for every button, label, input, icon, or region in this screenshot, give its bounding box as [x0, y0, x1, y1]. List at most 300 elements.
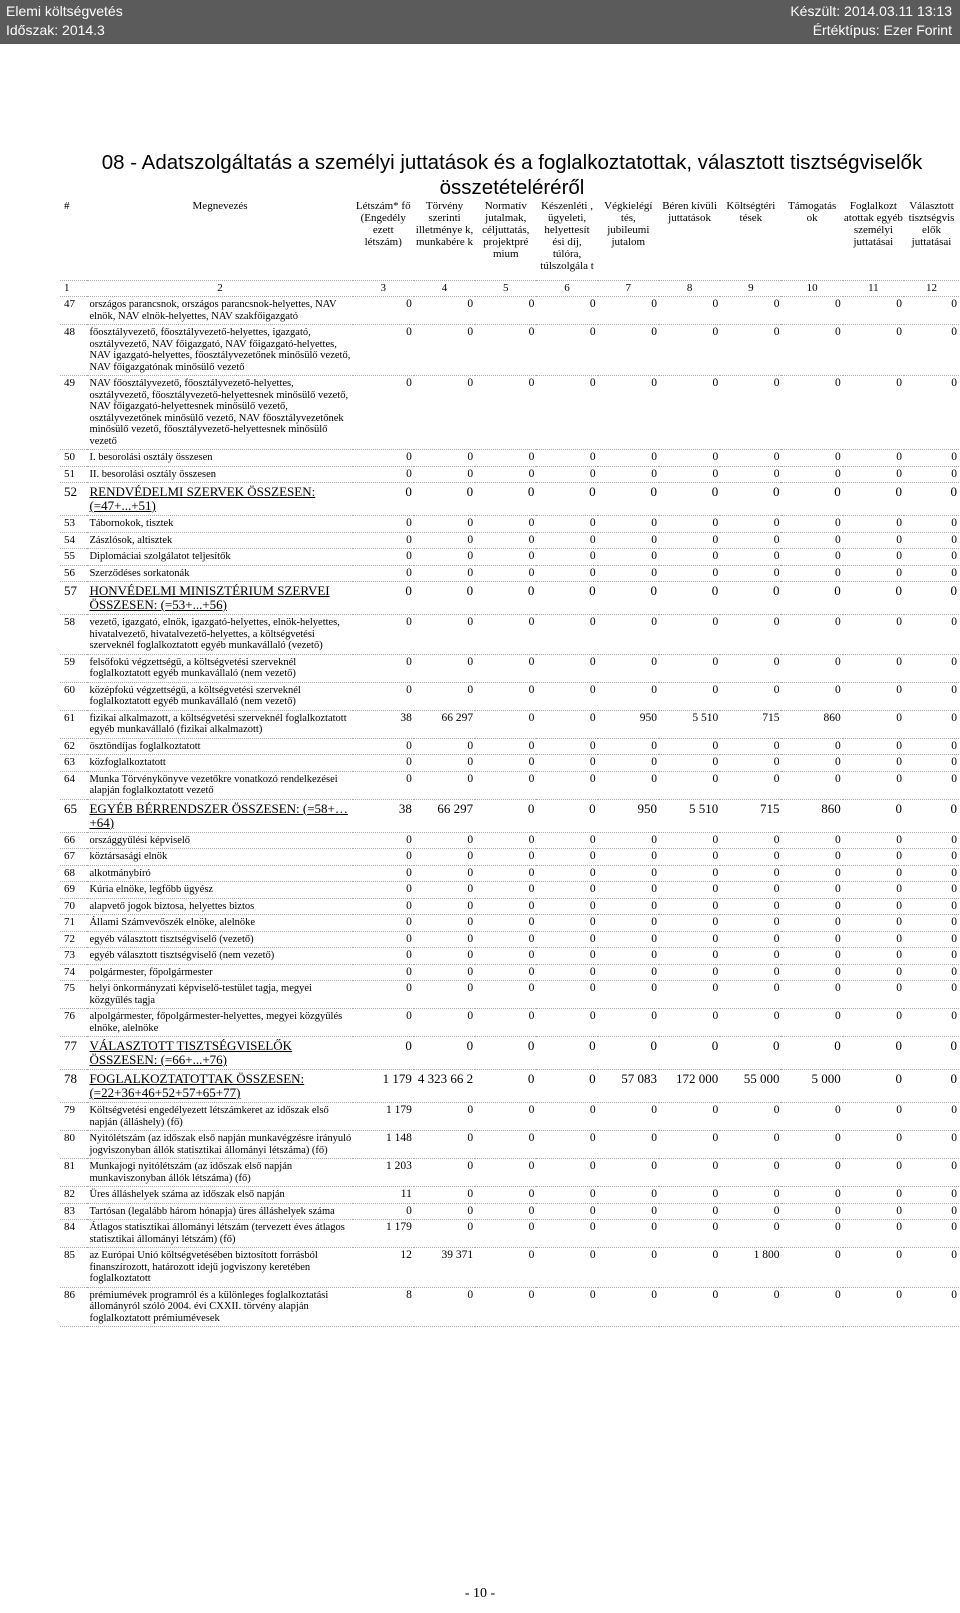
row-number: 70	[60, 898, 87, 915]
cell-value: 5 510	[659, 710, 720, 738]
cell-value: 0	[843, 865, 904, 882]
cell-value: 0	[843, 325, 904, 376]
cell-value: 0	[720, 865, 781, 882]
cell-value: 0	[720, 832, 781, 849]
cell-value: 0	[414, 516, 475, 533]
cell-value: 0	[843, 1131, 904, 1159]
cell-value: 0	[843, 771, 904, 799]
cell-value: 0	[353, 832, 414, 849]
cell-value: 0	[353, 931, 414, 948]
cell-value: 0	[904, 1009, 959, 1037]
cell-value: 0	[414, 738, 475, 755]
cell-value: 1 179	[353, 1070, 414, 1103]
row-number: 76	[60, 1009, 87, 1037]
cell-value: 0	[781, 865, 842, 882]
cell-value: 0	[720, 1287, 781, 1327]
cell-value: 4 323 66 2	[414, 1070, 475, 1103]
cell-value: 0	[904, 738, 959, 755]
cell-value: 0	[536, 1103, 597, 1131]
cell-value: 0	[414, 1037, 475, 1070]
table-row	[60, 325, 959, 376]
cell-value: 0	[720, 376, 781, 450]
cell-value: 0	[720, 981, 781, 1009]
cell-value: 0	[353, 615, 414, 655]
cell-value: 0	[536, 1159, 597, 1187]
cell-value: 55 000	[720, 1070, 781, 1103]
cell-value: 0	[659, 882, 720, 899]
cell-value: 0	[475, 1070, 536, 1103]
cell-value: 0	[781, 1009, 842, 1037]
cell-value: 0	[904, 771, 959, 799]
cell-value: 0	[353, 565, 414, 582]
cell-value: 0	[475, 882, 536, 899]
cell-value: 0	[720, 450, 781, 467]
table-row	[60, 882, 959, 899]
cell-value: 0	[598, 549, 659, 566]
cell-value: 0	[659, 1037, 720, 1070]
cell-value: 0	[414, 654, 475, 682]
cell-value: 0	[536, 1009, 597, 1037]
cell-value: 0	[536, 450, 597, 467]
cell-value: 0	[781, 898, 842, 915]
cell-value: 0	[843, 1187, 904, 1204]
cell-value: 0	[598, 466, 659, 483]
cell-value: 0	[536, 710, 597, 738]
cell-value: 0	[659, 1159, 720, 1187]
table-row	[60, 1187, 959, 1204]
table-row	[60, 582, 959, 615]
row-label: Tartósan (legalább három hónapja) üres álláshelyek száma	[87, 1203, 352, 1220]
cell-value: 0	[781, 549, 842, 566]
cell-value: 0	[659, 898, 720, 915]
cell-value: 0	[536, 1248, 597, 1288]
cell-value: 0	[414, 964, 475, 981]
cell-value: 0	[353, 532, 414, 549]
cell-value: 0	[781, 654, 842, 682]
cell-value: 0	[659, 865, 720, 882]
cell-value: 0	[781, 450, 842, 467]
cell-value: 0	[720, 466, 781, 483]
cell-value: 0	[659, 483, 720, 516]
cell-value: 0	[843, 450, 904, 467]
cell-value: 0	[475, 832, 536, 849]
cell-value: 0	[598, 532, 659, 549]
cell-value: 0	[781, 1203, 842, 1220]
cell-value: 0	[781, 771, 842, 799]
cell-value: 0	[781, 738, 842, 755]
col-number: 12	[904, 280, 959, 297]
cell-value: 0	[475, 1248, 536, 1288]
col-hash: #	[60, 198, 87, 280]
cell-value: 0	[414, 1009, 475, 1037]
cell-value: 0	[598, 1287, 659, 1327]
row-number: 62	[60, 738, 87, 755]
cell-value: 0	[536, 771, 597, 799]
cell-value: 0	[659, 1103, 720, 1131]
cell-value: 0	[904, 582, 959, 615]
col-number: 3	[353, 280, 414, 297]
cell-value: 0	[904, 1220, 959, 1248]
col-number: 5	[475, 280, 536, 297]
row-number: 64	[60, 771, 87, 799]
table-row	[60, 682, 959, 710]
cell-value: 8	[353, 1287, 414, 1327]
cell-value: 57 083	[598, 1070, 659, 1103]
cell-value: 0	[598, 771, 659, 799]
cell-value: 0	[720, 898, 781, 915]
cell-value: 0	[536, 882, 597, 899]
row-label: országos parancsnok, országos parancsnok-helyettes, NAV elnök, NAV elnök-helyettes, NAV szakfőigazgató	[87, 297, 352, 325]
cell-value: 0	[720, 931, 781, 948]
cell-value: 0	[353, 376, 414, 450]
table-row	[60, 1159, 959, 1187]
cell-value: 0	[904, 931, 959, 948]
cell-value: 0	[781, 1037, 842, 1070]
cell-value: 0	[353, 1037, 414, 1070]
row-label: országgyűlési képviselő	[87, 832, 352, 849]
cell-value: 0	[720, 1037, 781, 1070]
cell-value: 0	[904, 516, 959, 533]
cell-value: 0	[659, 849, 720, 866]
cell-value: 0	[536, 915, 597, 932]
cell-value: 0	[720, 1009, 781, 1037]
cell-value: 0	[414, 1159, 475, 1187]
table-row	[60, 865, 959, 882]
cell-value: 0	[720, 1159, 781, 1187]
row-label: HONVÉDELMI MINISZTÉRIUM SZERVEI ÖSSZESEN: (=53+...+56)	[87, 582, 352, 615]
cell-value: 0	[414, 549, 475, 566]
cell-value: 0	[781, 981, 842, 1009]
row-label: Munka Törvénykönyve vezetőkre vonatkozó rendelkezései alapján foglalkoztatott vezető	[87, 771, 352, 799]
cell-value: 0	[353, 297, 414, 325]
cell-value: 0	[598, 654, 659, 682]
report-name: Elemi költségvetés	[6, 3, 123, 19]
cell-value: 0	[720, 738, 781, 755]
row-number: 60	[60, 682, 87, 710]
cell-value: 0	[720, 849, 781, 866]
cell-value: 0	[843, 1103, 904, 1131]
cell-value: 0	[598, 1131, 659, 1159]
cell-value: 0	[904, 1203, 959, 1220]
row-number: 79	[60, 1103, 87, 1131]
col-number: 9	[720, 280, 781, 297]
cell-value: 0	[353, 582, 414, 615]
cell-value: 0	[904, 682, 959, 710]
cell-value: 0	[843, 1159, 904, 1187]
cell-value: 0	[843, 549, 904, 566]
cell-value: 0	[475, 1037, 536, 1070]
cell-value: 0	[904, 755, 959, 772]
cell-value: 0	[659, 565, 720, 582]
cell-value: 0	[475, 582, 536, 615]
cell-value: 0	[659, 1187, 720, 1204]
table-row	[60, 549, 959, 566]
cell-value: 0	[475, 849, 536, 866]
cell-value: 0	[598, 898, 659, 915]
cell-value: 0	[781, 1248, 842, 1288]
row-number: 57	[60, 582, 87, 615]
cell-value: 0	[720, 549, 781, 566]
table-row	[60, 1009, 959, 1037]
cell-value: 0	[475, 483, 536, 516]
cell-value: 0	[536, 297, 597, 325]
cell-value: 0	[598, 376, 659, 450]
cell-value: 0	[720, 565, 781, 582]
cell-value: 860	[781, 799, 842, 832]
cell-value: 0	[843, 832, 904, 849]
row-label: vezető, igazgató, elnök, igazgató-helyettes, elnök-helyettes, hivatalvezető, hivatalvezető-helyettes, a költségvetési szerveknél foglalkoztatott egyéb munkavállaló (vezető)	[87, 615, 352, 655]
cell-value: 0	[781, 532, 842, 549]
cell-value: 0	[475, 466, 536, 483]
cell-value: 0	[475, 915, 536, 932]
cell-value: 0	[843, 376, 904, 450]
cell-value: 0	[414, 1187, 475, 1204]
cell-value: 0	[475, 532, 536, 549]
cell-value: 0	[781, 466, 842, 483]
cell-value: 0	[353, 981, 414, 1009]
cell-value: 0	[353, 450, 414, 467]
cell-value: 0	[659, 615, 720, 655]
cell-value: 0	[598, 582, 659, 615]
cell-value: 0	[659, 832, 720, 849]
table-row	[60, 1131, 959, 1159]
cell-value: 0	[353, 771, 414, 799]
table-row	[60, 1070, 959, 1103]
cell-value: 0	[414, 755, 475, 772]
row-number: 51	[60, 466, 87, 483]
cell-value: 0	[843, 1203, 904, 1220]
cell-value: 0	[904, 1187, 959, 1204]
cell-value: 0	[720, 771, 781, 799]
cell-value: 0	[720, 755, 781, 772]
cell-value: 0	[475, 654, 536, 682]
col-headcount: Létszám* fő (Engedély ezett létszám)	[353, 198, 414, 280]
cell-value: 0	[353, 483, 414, 516]
row-label: Nyitólétszám (az időszak első napján munkavégzésre irányuló jogviszonyban állók statisztikai állományi létszáma) (fő)	[87, 1131, 352, 1159]
cell-value: 0	[598, 865, 659, 882]
col-elected-officials: Választott tisztségvis elők juttatásai	[904, 198, 959, 280]
cell-value: 0	[781, 516, 842, 533]
cell-value: 0	[659, 948, 720, 965]
col-support: Támogatás ok	[781, 198, 842, 280]
cell-value: 0	[598, 964, 659, 981]
cell-value: 0	[598, 981, 659, 1009]
row-label: Tábornokok, tisztek	[87, 516, 352, 533]
row-label: helyi önkormányzati képviselő-testület tagja, megyei közgyűlés tagja	[87, 981, 352, 1009]
cell-value: 0	[414, 466, 475, 483]
cell-value: 0	[843, 755, 904, 772]
cell-value: 0	[475, 981, 536, 1009]
row-number: 68	[60, 865, 87, 882]
table-row	[60, 376, 959, 450]
row-label: Zászlósok, altisztek	[87, 532, 352, 549]
cell-value: 0	[414, 297, 475, 325]
cell-value: 0	[598, 1159, 659, 1187]
row-label: Átlagos statisztikai állományi létszám (tervezett éves átlagos statisztikai állományi létszám) (fő)	[87, 1220, 352, 1248]
cell-value: 0	[414, 882, 475, 899]
cell-value: 0	[475, 755, 536, 772]
cell-value: 5 510	[659, 799, 720, 832]
table-row	[60, 1203, 959, 1220]
table-row	[60, 849, 959, 866]
cell-value: 0	[781, 849, 842, 866]
cell-value: 0	[781, 582, 842, 615]
cell-value: 0	[598, 1187, 659, 1204]
cell-value: 0	[904, 1248, 959, 1288]
cell-value: 0	[904, 948, 959, 965]
row-label: NAV főosztályvezető, főosztályvezető-helyettes, osztályvezető, főosztályvezető-helyettesnek minősülő vezető, NAV főigazgató-helyettesnek minősülő vezető, osztályvezetőnek minősülő vezető, NAV főosztályvezetőnek minősülő vezető, főosztályvezető-helyettesnek minősülő vezető	[87, 376, 352, 450]
row-label: alpolgármester, főpolgármester-helyettes, megyei közgyűlés elnöke, alelnöke	[87, 1009, 352, 1037]
cell-value: 0	[353, 516, 414, 533]
cell-value: 0	[904, 1103, 959, 1131]
row-label: polgármester, főpolgármester	[87, 964, 352, 981]
cell-value: 0	[659, 549, 720, 566]
cell-value: 0	[536, 755, 597, 772]
cell-value: 0	[904, 1287, 959, 1327]
cell-value: 0	[720, 948, 781, 965]
col-severance: Végkielégí tés, jubileumi jutalom	[598, 198, 659, 280]
cell-value: 0	[536, 1131, 597, 1159]
row-number: 66	[60, 832, 87, 849]
col-number: 11	[843, 280, 904, 297]
cell-value: 0	[475, 799, 536, 832]
col-number: 6	[536, 280, 597, 297]
cell-value: 0	[659, 466, 720, 483]
table-row	[60, 565, 959, 582]
cell-value: 0	[904, 1037, 959, 1070]
cell-value: 0	[598, 483, 659, 516]
cell-value: 0	[904, 1131, 959, 1159]
cell-value: 0	[598, 849, 659, 866]
cell-value: 0	[598, 565, 659, 582]
cell-value: 0	[659, 1203, 720, 1220]
cell-value: 950	[598, 710, 659, 738]
cell-value: 0	[781, 483, 842, 516]
cell-value: 0	[414, 931, 475, 948]
value-type: Értéktípus: Ezer Forint	[812, 22, 952, 38]
table-row	[60, 898, 959, 915]
row-number: 67	[60, 849, 87, 866]
cell-value: 0	[781, 615, 842, 655]
cell-value: 0	[414, 1220, 475, 1248]
cell-value: 0	[659, 1248, 720, 1288]
cell-value: 0	[414, 450, 475, 467]
row-number: 77	[60, 1037, 87, 1070]
cell-value: 0	[475, 710, 536, 738]
table-row	[60, 483, 959, 516]
cell-value: 0	[536, 964, 597, 981]
cell-value: 0	[781, 1159, 842, 1187]
cell-value: 0	[843, 682, 904, 710]
cell-value: 0	[659, 450, 720, 467]
cell-value: 0	[598, 1203, 659, 1220]
row-number: 75	[60, 981, 87, 1009]
cell-value: 0	[536, 582, 597, 615]
cell-value: 0	[659, 1287, 720, 1327]
row-label: Kúria elnöke, legfőbb ügyész	[87, 882, 352, 899]
cell-value: 0	[904, 849, 959, 866]
cell-value: 0	[659, 654, 720, 682]
cell-value: 0	[781, 931, 842, 948]
cell-value: 0	[353, 849, 414, 866]
cell-value: 0	[353, 755, 414, 772]
cell-value: 0	[904, 799, 959, 832]
cell-value: 0	[720, 1203, 781, 1220]
cell-value: 0	[781, 1131, 842, 1159]
cell-value: 0	[598, 1220, 659, 1248]
cell-value: 0	[536, 532, 597, 549]
cell-value: 0	[781, 948, 842, 965]
cell-value: 0	[475, 1287, 536, 1327]
cell-value: 0	[536, 898, 597, 915]
table-row	[60, 654, 959, 682]
col-number: 8	[659, 280, 720, 297]
cell-value: 0	[904, 376, 959, 450]
column-header-row	[60, 198, 959, 280]
report-period: Időszak: 2014.3	[6, 22, 105, 38]
cell-value: 0	[536, 1037, 597, 1070]
cell-value: 0	[598, 882, 659, 899]
cell-value: 0	[659, 738, 720, 755]
cell-value: 0	[598, 325, 659, 376]
row-label: EGYÉB BÉRRENDSZER ÖSSZESEN: (=58+…+64)	[87, 799, 352, 832]
cell-value: 0	[475, 516, 536, 533]
cell-value: 0	[720, 1187, 781, 1204]
cell-value: 0	[843, 915, 904, 932]
cell-value: 0	[536, 516, 597, 533]
row-label: Szerződéses sorkatonák	[87, 565, 352, 582]
cell-value: 0	[475, 376, 536, 450]
cell-value: 0	[843, 1037, 904, 1070]
col-other-personal: Foglalkozt atottak egyéb személyi juttatásai	[843, 198, 904, 280]
col-salary: Törvény szerinti illetménye k, munkabére k	[414, 198, 475, 280]
cell-value: 0	[353, 964, 414, 981]
table-row	[60, 466, 959, 483]
cell-value: 0	[843, 582, 904, 615]
data-table	[60, 198, 959, 1327]
cell-value: 0	[659, 931, 720, 948]
cell-value: 0	[781, 682, 842, 710]
cell-value: 39 371	[414, 1248, 475, 1288]
row-label: alkotmánybíró	[87, 865, 352, 882]
row-label: főosztályvezető, főosztályvezető-helyettes, igazgató, osztályvezető, NAV főigazgató, NAV főigazgató-helyettes, NAV igazgató-helyettes, főosztályvezetőnek minősülő vezető, NAV főigazgatónak minősülő vezető	[87, 325, 352, 376]
cell-value: 0	[475, 1131, 536, 1159]
cell-value: 0	[720, 297, 781, 325]
cell-value: 0	[720, 483, 781, 516]
cell-value: 0	[353, 882, 414, 899]
cell-value: 0	[781, 915, 842, 932]
cell-value: 1 148	[353, 1131, 414, 1159]
cell-value: 0	[843, 964, 904, 981]
cell-value: 0	[659, 516, 720, 533]
cell-value: 0	[414, 832, 475, 849]
row-number: 73	[60, 948, 87, 965]
cell-value: 0	[598, 755, 659, 772]
cell-value: 0	[904, 832, 959, 849]
cell-value: 0	[659, 915, 720, 932]
row-number: 54	[60, 532, 87, 549]
cell-value: 0	[475, 682, 536, 710]
cell-value: 0	[536, 849, 597, 866]
cell-value: 0	[475, 1187, 536, 1204]
cell-value: 0	[843, 948, 904, 965]
cell-value: 0	[598, 931, 659, 948]
cell-value: 0	[475, 738, 536, 755]
row-number: 69	[60, 882, 87, 899]
table-row	[60, 450, 959, 467]
cell-value: 172 000	[659, 1070, 720, 1103]
table-row	[60, 931, 959, 948]
